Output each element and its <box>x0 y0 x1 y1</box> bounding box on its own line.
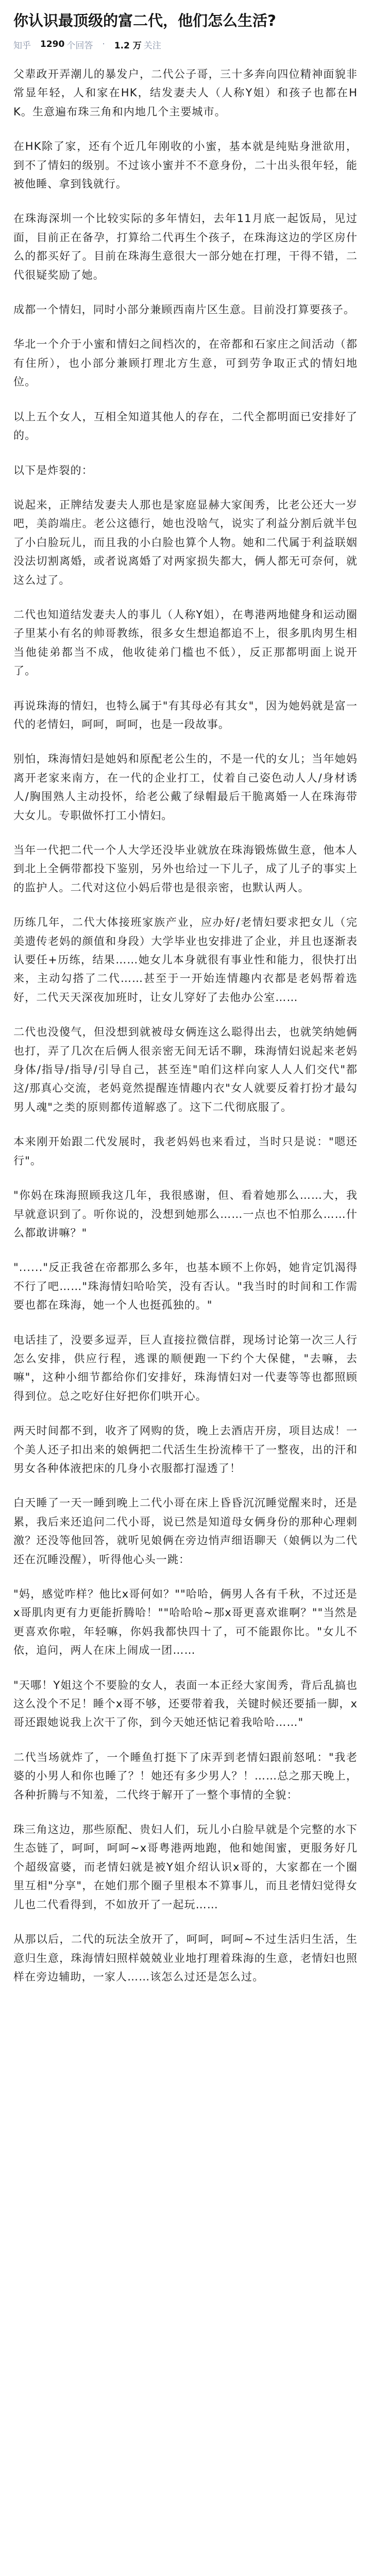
meta-separator: · <box>102 39 105 49</box>
answer-count[interactable] <box>40 38 93 51</box>
answer-paragraph: 成都一个情妇，同时小部分兼顾西南片区生意。目前没打算要孩子。 <box>13 303 355 316</box>
answer-paragraph: "天哪！Y姐这个不要脸的女人，表面一本正经大家闺秀，背后乱搞也这么没个不足！睡个x哥不够，还要带着我，关键时候还要插一脚，x哥还跟她说我上次干了你，到今天她还惦记着我哈哈……" <box>13 1679 358 1729</box>
question-title[interactable]: 你认识最顶级的富二代，他们怎么生活? <box>13 12 276 29</box>
answer-paragraph: 电话挂了，没要多逗弄，巨人直接拉微信群，现场讨论第一次三人行怎么安排，供应行程，逃课的顺便跑一下约个大保健，"去嘛，去嘛"，这种小细节都给你们安排好，珠海情妇对一代妻等等也都照顾得到位。总之吃好住好把你们哄开心。 <box>13 1333 358 1402</box>
answer-body <box>13 65 358 1986</box>
follow-count-suffix: 关注 <box>143 40 161 51</box>
answer-paragraph: 两天时间都不到，收齐了网购的货，晚上去酒店开房，项目达成！一个美人还子扣出来的娘俩把二代活生生扮流棒干了一整夜，出的汗和男女各种体液把床的几身小衣服都打湿透了！ <box>13 1425 358 1475</box>
answer-paragraph: 当年一代把二代一个人大学还没毕业就放在珠海锻炼做生意，他本人到北上全俩带都投下鉴别，另外也给过一下儿子，成了儿子的事实上的监护人。二代对这位小妈后带也是很亲密，也默认两人。 <box>13 844 358 894</box>
answer-paragraph: 以上五个女人，互相全知道其他人的存在，二代全都明面已安排好了的。 <box>13 410 358 442</box>
answer-paragraph: 二代当场就炸了，一个睡鱼打挺下了床弄到老情妇跟前怒吼："我老婆的小男人和你也睡了？！她还有多少男人？！……总之那天晚上，各种折腾与不知羞，二代终于解开了一整个事情的全貌： <box>13 1751 358 1801</box>
source-label: 知乎 <box>13 40 31 51</box>
answer-count-value: 1290 <box>40 39 65 49</box>
answer-paragraph: 白天睡了一天一睡到晚上二代小哥在床上昏昏沉沉睡觉醒来时，还是累，我后来还追问二代小哥，说已然是知道母女俩身份的那种心理刺激？还没等他回答，就听见娘俩在旁边悄声细语聊天（娘俩以为二代还在沉睡没醒），听得他心头一跳： <box>13 1497 358 1566</box>
answer-paragraph: 在HK除了家，还有个近几年刚收的小蜜，基本就是纯贴身泄欲用，到不了情妇的级别。不过该小蜜并不不意身份，二十出头很年轻，能被他睡、拿到钱就行。 <box>13 140 358 191</box>
follow-count-value: 1.2 万 <box>114 40 142 51</box>
answer-paragraph: 说起来，正牌结发妻夫人那也是家庭显赫大家闺秀，比老公还大一岁吧，美韵端庄。老公这德行，她也没啥气，说实了利益分割后就半包了小白脸玩儿，而且我的小白脸也算个人物。她和二代属于利益联姻没法切割离婚，或者说离婚了对两家损失都大，俩人都无可奈何，就这么过了。 <box>13 498 358 586</box>
answer-paragraph: "你妈在珠海照顾我这几年，我很感谢，但、看着她那么……大，我早就意识到了。听你说的，没想到她那么……一点也不怕那么……什么都敢讲嘛？" <box>13 1189 358 1239</box>
source-tag[interactable] <box>13 38 31 51</box>
answer-paragraph: 在珠海深圳一个比较实际的多年情妇，去年11月底一起饭局，见过面，目前正在备孕，打算给二代再生个孩子，在珠海这边的学区房什么的都买好了。目前在珠海生意很大一部分她在打理，干得不错，二代很疑奖励了她。 <box>13 212 358 281</box>
question-meta <box>13 37 358 52</box>
answer-count-suffix: 个回答 <box>66 40 93 51</box>
answer-paragraph: 华北一个介于小蜜和情妇之间档次的，在帝都和石家庄之间活动（都有住所），也小部分兼顾打理北方生意，可到劳争取正式的情妇地位。 <box>13 338 358 388</box>
answer-paragraph: 从那以后，二代的玩法全放开了，呵呵，呵呵~不过生活归生活，生意归生意，珠海情妇照样兢兢业业地打理着珠海的生意，老情妇也照样在旁边辅助，一家人……该怎么过还是怎么过。 <box>13 1933 358 1983</box>
answer-paragraph: 再说珠海的情妇，也特么属于"有其母必有其女"，因为她妈就是富一代的老情妇，呵呵，呵呵，也是一段故事。 <box>13 699 358 731</box>
answer-paragraph: 本来刚开始跟二代发展时，我老妈妈也来看过，当时只是说："嗯还行"。 <box>13 1136 358 1167</box>
answer-paragraph: "妈，感觉咋样？他比x哥何如？""哈哈，俩男人各有千秋，不过还是x哥肌肉更有力更能折腾哈！""哈哈哈~那x哥更喜欢谁啊？""当然是更喜欢你啦，年轻嘛，你妈我都快四十了，可不能跟你比。"女儿不依，追问，两人在床上闹成一团…… <box>13 1588 358 1657</box>
answer-paragraph: 别怕，珠海情妇是她妈和原配老公生的，不是一代的女儿；当年她妈离开老家来南方，在一代的企业打工，仗着自己姿色动人人/身材诱人/胸围熟人主动投怀，给老公戴了绿帽最后干脆离婚一人在珠海带大女儿。专职做怀打工小情妇。 <box>13 753 358 822</box>
answer-paragraph: 二代也知道结发妻夫人的事儿（人称Y姐），在粤港两地健身和运动圈子里某小有名的帅哥教练，很多女生想追都追不上，很多肌肉男生相当他徒弟都当不成，他收徒弟门槛也不低），反正那都明面上说开了。 <box>13 608 358 677</box>
answer-paragraph: 历练几年，二代大体接班家族产业，应办好/老情妇要求把女儿（完美遗传老妈的颜值和身段）大学毕业也安排进了企业，并且也逐渐表认要任+历练，结果……她女儿本身就很有事业性和能力，很快打出来，主动勾搭了二代……甚至于一开始连情趣内衣都是老妈帮着选好，二代天天深夜加班时，让女儿穿好了去他办公室…… <box>13 916 358 1004</box>
answer-paragraph: 二代也没傻气，但没想到就被母女俩连这么聪得出去，也就笑纳她俩也打，弄了几次在后俩人很亲密无间无话不聊，珠海情妇说起来老妈身体/指导/指导/引导自己，甚至连"咱们这样向家人人人们交代"都这/那真心交流，老妈竟然提醒连情趣内衣"女人就要反着打扮才最勾男人魂"之类的原则都传道解惑了。这下二代彻底服了。 <box>13 1026 358 1113</box>
answer-paragraph: 父辈政开弄潮儿的暴发户，二代公子哥，三十多奔向四位精神面貌非常显年轻，人和家在HK，结发妻夫人（人称Y姐）和孩子也都在HK。生意遍布珠三角和内地几个主要城市。 <box>13 68 358 118</box>
answer-paragraph: 以下是炸裂的： <box>13 464 93 477</box>
follow-count[interactable] <box>114 38 161 51</box>
answer-paragraph: 珠三角这边，那些原配、贵妇人们，玩儿小白脸早就是个完整的水下生态链了，呵呵，呵呵~x哥粤港两地跑，他和她闺蜜，更服务好几个超级富婆，而老情妇就是被Y姐介绍认识x哥的，大家都在一个圈里互相"分享"，在她们那个圈子里根本不算事儿，而且老情妇觉得女儿也二代看得到，不如放开了一起玩…… <box>13 1823 358 1911</box>
answer-paragraph: "......"反正我爸在帝都那么多年，也基本顾不上你妈，她肯定饥渴得不行了吧……"珠海情妇哈哈笑，没有否认。"我当时的时间和工作需要也都在珠海，她一个人也挺孤独的。" <box>13 1261 358 1312</box>
